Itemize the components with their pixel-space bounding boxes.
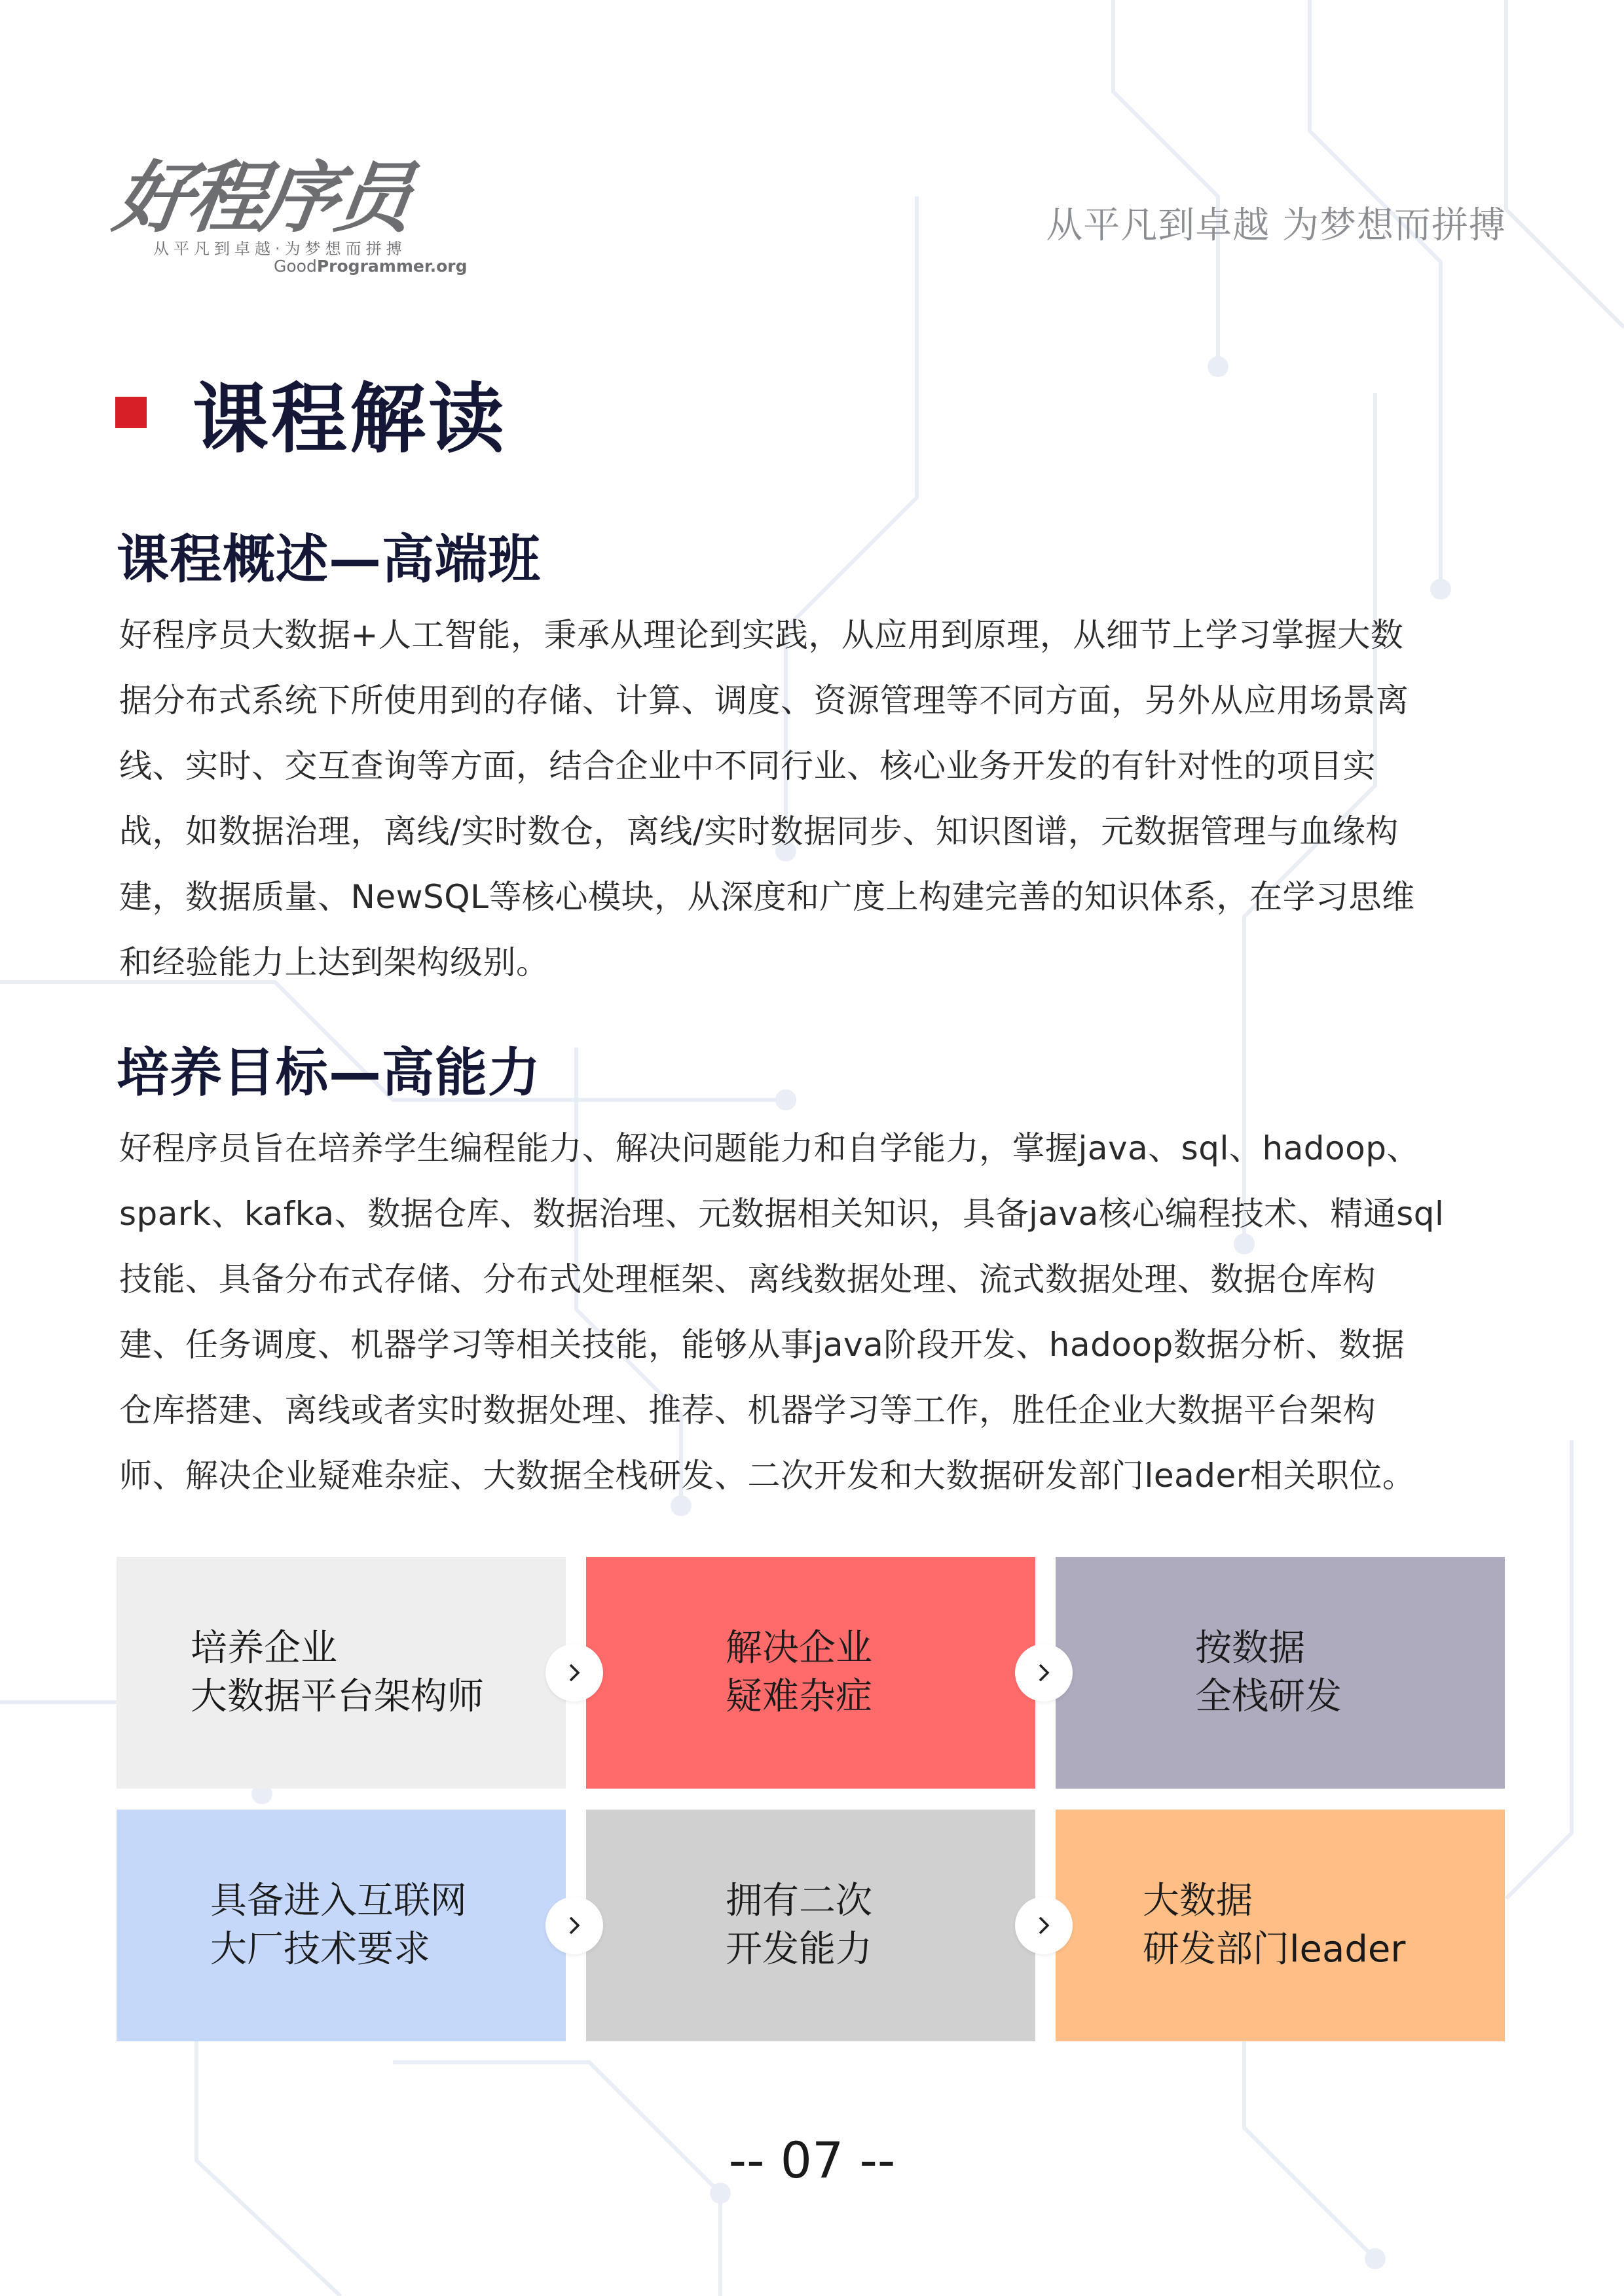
paragraph-line: 和经验能力上达到架构级别。	[119, 943, 549, 981]
chevron-right-icon	[545, 1897, 603, 1954]
card-line: 按数据	[1195, 1627, 1305, 1669]
card-line: 解决企业	[726, 1627, 872, 1669]
goal-card-fullstack	[1056, 1557, 1505, 1789]
paragraph-line: 战，如数据治理，离线/实时数仓，离线/实时数据同步、知识图谱，元数据管理与血缘构	[119, 812, 1399, 850]
paragraph-line: 好程序员旨在培养学生编程能力、解决问题能力和自学能力，掌握java、sql、hadoop、	[119, 1129, 1420, 1167]
title-marker-square	[115, 397, 147, 428]
header-slogan: 从平凡到卓越 为梦想而拼搏	[1046, 204, 1506, 247]
card-line: 全栈研发	[1195, 1675, 1342, 1718]
card-line: 大数据平台架构师	[191, 1675, 484, 1718]
card-line: 具备进入互联网	[210, 1880, 467, 1922]
paragraph-line: 线、实时、交互查询等方面，结合企业中不同行业、核心业务开发的有针对性的项目实	[119, 747, 1376, 785]
paragraph-line: 据分布式系统下所使用到的存储、计算、调度、资源管理等不同方面，另外从应用场景离	[119, 682, 1409, 720]
paragraph-line: 师、解决企业疑难杂症、大数据全栈研发、二次开发和大数据研发部门leader相关职位。	[119, 1457, 1416, 1495]
goal-card-platform-architect	[117, 1557, 566, 1789]
goal-card-big-tech	[117, 1810, 566, 2041]
paragraph-line: 技能、具备分布式存储、分布式处理框架、离线数据处理、流式数据处理、数据仓库构	[119, 1260, 1376, 1298]
goal-cards-grid	[117, 1557, 1505, 2041]
section-title-goals: 培养目标—高能力	[117, 1042, 541, 1103]
paragraph-line: 建、任务调度、机器学习等相关技能，能够从事java阶段开发、hadoop数据分析、数据	[119, 1326, 1405, 1364]
card-line: 研发部门leader	[1143, 1928, 1406, 1971]
paragraph-line: spark、kafka、数据仓库、数据治理、元数据相关知识，具备java核心编程技术、精通sql	[119, 1195, 1445, 1233]
card-line: 大厂技术要求	[210, 1928, 430, 1971]
card-line: 拥有二次	[726, 1880, 872, 1922]
logo-wordmark: 好程序员	[109, 153, 415, 243]
goal-card-secondary-dev	[586, 1810, 1035, 2041]
section-title-overview: 课程概述—高端班	[117, 529, 541, 590]
logo	[109, 152, 469, 283]
chevron-right-icon	[1015, 1644, 1073, 1702]
main-title-block	[115, 367, 507, 464]
card-line: 大数据	[1143, 1880, 1253, 1922]
logo-site	[274, 257, 467, 276]
page-number: -- 07 --	[728, 2131, 896, 2189]
card-line: 疑难杂症	[726, 1675, 872, 1718]
section-body-overview	[119, 602, 1521, 995]
chevron-right-icon	[1015, 1897, 1073, 1954]
goal-card-team-leader	[1056, 1810, 1505, 2041]
paragraph-line: 建，数据质量、NewSQL等核心模块，从深度和广度上构建完善的知识体系，在学习思维	[119, 878, 1415, 916]
paragraph-line: 仓库搭建、离线或者实时数据处理、推荐、机器学习等工作，胜任企业大数据平台架构	[119, 1391, 1376, 1429]
page-title: 课程解读	[193, 374, 507, 464]
logo-site-light: Good	[274, 257, 317, 276]
chevron-right-icon	[545, 1644, 603, 1702]
card-line: 培养企业	[191, 1627, 337, 1669]
logo-subtitle: 从平凡到卓越·为梦想而拼搏	[153, 240, 407, 258]
paragraph-line: 好程序员大数据+人工智能，秉承从理论到实践，从应用到原理，从细节上学习掌握大数	[119, 616, 1404, 654]
card-line: 开发能力	[726, 1928, 872, 1971]
goal-card-solve-problems	[586, 1557, 1035, 1789]
section-body-goals	[119, 1116, 1521, 1508]
logo-site-bold: Programmer.org	[316, 257, 468, 276]
